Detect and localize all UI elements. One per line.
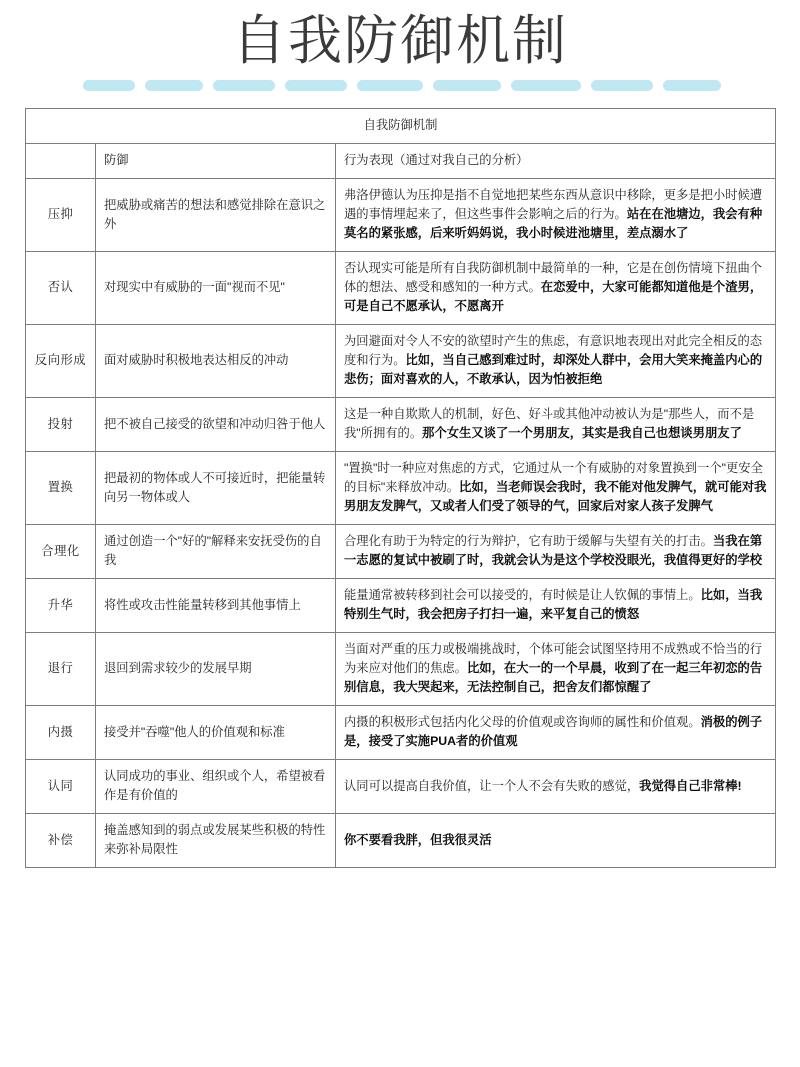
table-row xyxy=(26,525,776,579)
behavior-personal-example: 比如，当自己感到难过时，却深处人群中，会用大笑来掩盖内心的悲伤；面对喜欢的人，不敢承认，因为怕被拒绝 xyxy=(344,353,763,386)
mechanism-behavior-cell xyxy=(336,398,776,452)
behavior-personal-example: 比如，在大一的一个早晨，收到了在一起三年初恋的告别信息，我大哭起来，无法控制自己，把舍友们都惊醒了 xyxy=(344,661,763,694)
underline-dash xyxy=(285,80,347,91)
underline-dash xyxy=(83,80,135,91)
behavior-personal-example: 当我在第一志愿的复试中被刷了时，我就会认为是这个学校没眼光，我值得更好的学校 xyxy=(344,534,763,567)
mechanism-behavior-cell xyxy=(336,179,776,252)
behavior-personal-example: 站在在池塘边，我会有种莫名的紧张感，后来听妈妈说，我小时候进池塘里，差点溺水了 xyxy=(344,207,763,240)
mechanism-behavior-cell xyxy=(336,525,776,579)
mechanism-name-cell: 置换 xyxy=(26,452,96,525)
table-header-row xyxy=(26,144,776,179)
underline-dash xyxy=(213,80,275,91)
behavior-description: 认同可以提高自我价值，让一个人不会有失败的感觉， xyxy=(344,778,640,793)
defense-mechanism-table-container xyxy=(25,108,775,868)
page-title: 自我防御机制 xyxy=(232,11,568,71)
table-row xyxy=(26,325,776,398)
table-row xyxy=(26,814,776,868)
behavior-description: 内摄的积极形式包括内化父母的价值观或咨询师的属性和价值观。 xyxy=(344,715,701,729)
mechanism-name-cell: 反向形成 xyxy=(26,325,96,398)
mechanism-definition-cell: 对现实中有威胁的一面"视而不见" xyxy=(96,252,336,325)
behavior-personal-example: 比如，当老师误会我时，我不能对他发脾气，就可能对我男朋友发脾气，又或者人们受了领导的气，回家后对家人孩子发脾气 xyxy=(344,480,767,513)
underline-dash xyxy=(145,80,203,91)
mechanism-behavior-cell xyxy=(336,706,776,760)
behavior-personal-example: 你不要看我胖，但我很灵活 xyxy=(344,832,492,847)
mechanism-definition-cell: 认同成功的事业、组织或个人，希望被看作是有价值的 xyxy=(96,760,336,814)
table-row xyxy=(26,706,776,760)
behavior-description: 弗洛伊德认为压抑是指不自觉地把某些东西从意识中移除，更多是把小时候遭遇的事情埋起来了，但这些事件会影响之后的行为。 xyxy=(344,188,763,221)
mechanism-name-cell: 压抑 xyxy=(26,179,96,252)
behavior-description: 否认现实可能是所有自我防御机制中最简单的一种，它是在创伤情境下扭曲个体的想法、感受和感知的一种方式。 xyxy=(344,261,763,294)
table-row xyxy=(26,179,776,252)
mechanism-definition-cell: 退回到需求较少的发展早期 xyxy=(96,633,336,706)
mechanism-definition-cell: 把威胁或痛苦的想法和感觉排除在意识之外 xyxy=(96,179,336,252)
mechanism-definition-cell: 把不被自己接受的欲望和冲动归咎于他人 xyxy=(96,398,336,452)
mechanism-definition-cell: 把最初的物体或人不可接近时，把能量转向另一物体或人 xyxy=(96,452,336,525)
underline-dash xyxy=(591,80,653,91)
defense-mechanism-table xyxy=(25,108,776,868)
underline-dash xyxy=(511,80,581,91)
header-cell-behavior: 行为表现（通过对我自己的分析） xyxy=(336,144,776,179)
behavior-description: 为回避面对令人不安的欲望时产生的焦虑，有意识地表现出对此完全相反的态度和行为。 xyxy=(344,334,763,367)
header-cell-blank xyxy=(26,144,96,179)
behavior-personal-example: 消极的例子是，接受了实施PUA者的价值观 xyxy=(344,715,763,748)
mechanism-name-cell: 合理化 xyxy=(26,525,96,579)
mechanism-behavior-cell xyxy=(336,579,776,633)
underline-dash xyxy=(663,80,721,91)
mechanism-behavior-cell xyxy=(336,760,776,814)
mechanism-behavior-cell xyxy=(336,814,776,868)
mechanism-definition-cell: 掩盖感知到的弱点或发展某些积极的特性来弥补局限性 xyxy=(96,814,336,868)
behavior-description: 当面对严重的压力或极端挑战时，个体可能会试图坚持用不成熟或不恰当的行为来应对他们的焦虑。 xyxy=(344,642,763,675)
behavior-personal-example: 比如，当我特别生气时，我会把房子打扫一遍，来平复自己的愤怒 xyxy=(344,588,763,621)
mechanism-behavior-cell xyxy=(336,452,776,525)
table-row xyxy=(26,579,776,633)
mechanism-name-cell: 投射 xyxy=(26,398,96,452)
mechanism-definition-cell: 接受并"吞噬"他人的价值观和标准 xyxy=(96,706,336,760)
behavior-description: 合理化有助于为特定的行为辩护，它有助于缓解与失望有关的打击。 xyxy=(344,534,713,548)
mechanism-definition-cell: 面对威胁时积极地表达相反的冲动 xyxy=(96,325,336,398)
mechanism-behavior-cell xyxy=(336,325,776,398)
table-row xyxy=(26,398,776,452)
behavior-personal-example: 在恋爱中，大家可能都知道他是个渣男，可是自己不愿承认，不愿离开 xyxy=(344,280,763,313)
behavior-personal-example: 那个女生又谈了一个男朋友，其实是我自己也想谈男朋友了 xyxy=(422,426,742,440)
header-cell-defense: 防御 xyxy=(96,144,336,179)
mechanism-behavior-cell xyxy=(336,252,776,325)
table-row xyxy=(26,452,776,525)
table-caption-row xyxy=(26,109,776,144)
table-row xyxy=(26,252,776,325)
table-row xyxy=(26,760,776,814)
underline-dash xyxy=(357,80,423,91)
behavior-personal-example: 我觉得自己非常棒! xyxy=(639,778,742,793)
mechanism-name-cell: 退行 xyxy=(26,633,96,706)
mechanism-definition-cell: 通过创造一个"好的"解释来安抚受伤的自我 xyxy=(96,525,336,579)
underline-dash xyxy=(433,80,501,91)
mechanism-name-cell: 否认 xyxy=(26,252,96,325)
title-underline-decoration xyxy=(83,79,721,91)
behavior-description: "置换"时一种应对焦虑的方式，它通过从一个有威胁的对象置换到一个"更安全的目标"来释放冲动。 xyxy=(344,461,763,494)
table-caption: 自我防御机制 xyxy=(26,109,776,144)
behavior-description: 能量通常被转移到社会可以接受的，有时候是让人钦佩的事情上。 xyxy=(344,588,701,602)
behavior-description: 这是一种自欺欺人的机制，好色、好斗或其他冲动被认为是"那些人，而不是我"所拥有的。 xyxy=(344,407,755,440)
table-row xyxy=(26,633,776,706)
mechanism-name-cell: 补偿 xyxy=(26,814,96,868)
mechanism-name-cell: 认同 xyxy=(26,760,96,814)
mechanism-name-cell: 内摄 xyxy=(26,706,96,760)
mechanism-name-cell: 升华 xyxy=(26,579,96,633)
mechanism-definition-cell: 将性或攻击性能量转移到其他事情上 xyxy=(96,579,336,633)
title-block xyxy=(0,0,800,98)
mechanism-behavior-cell xyxy=(336,633,776,706)
